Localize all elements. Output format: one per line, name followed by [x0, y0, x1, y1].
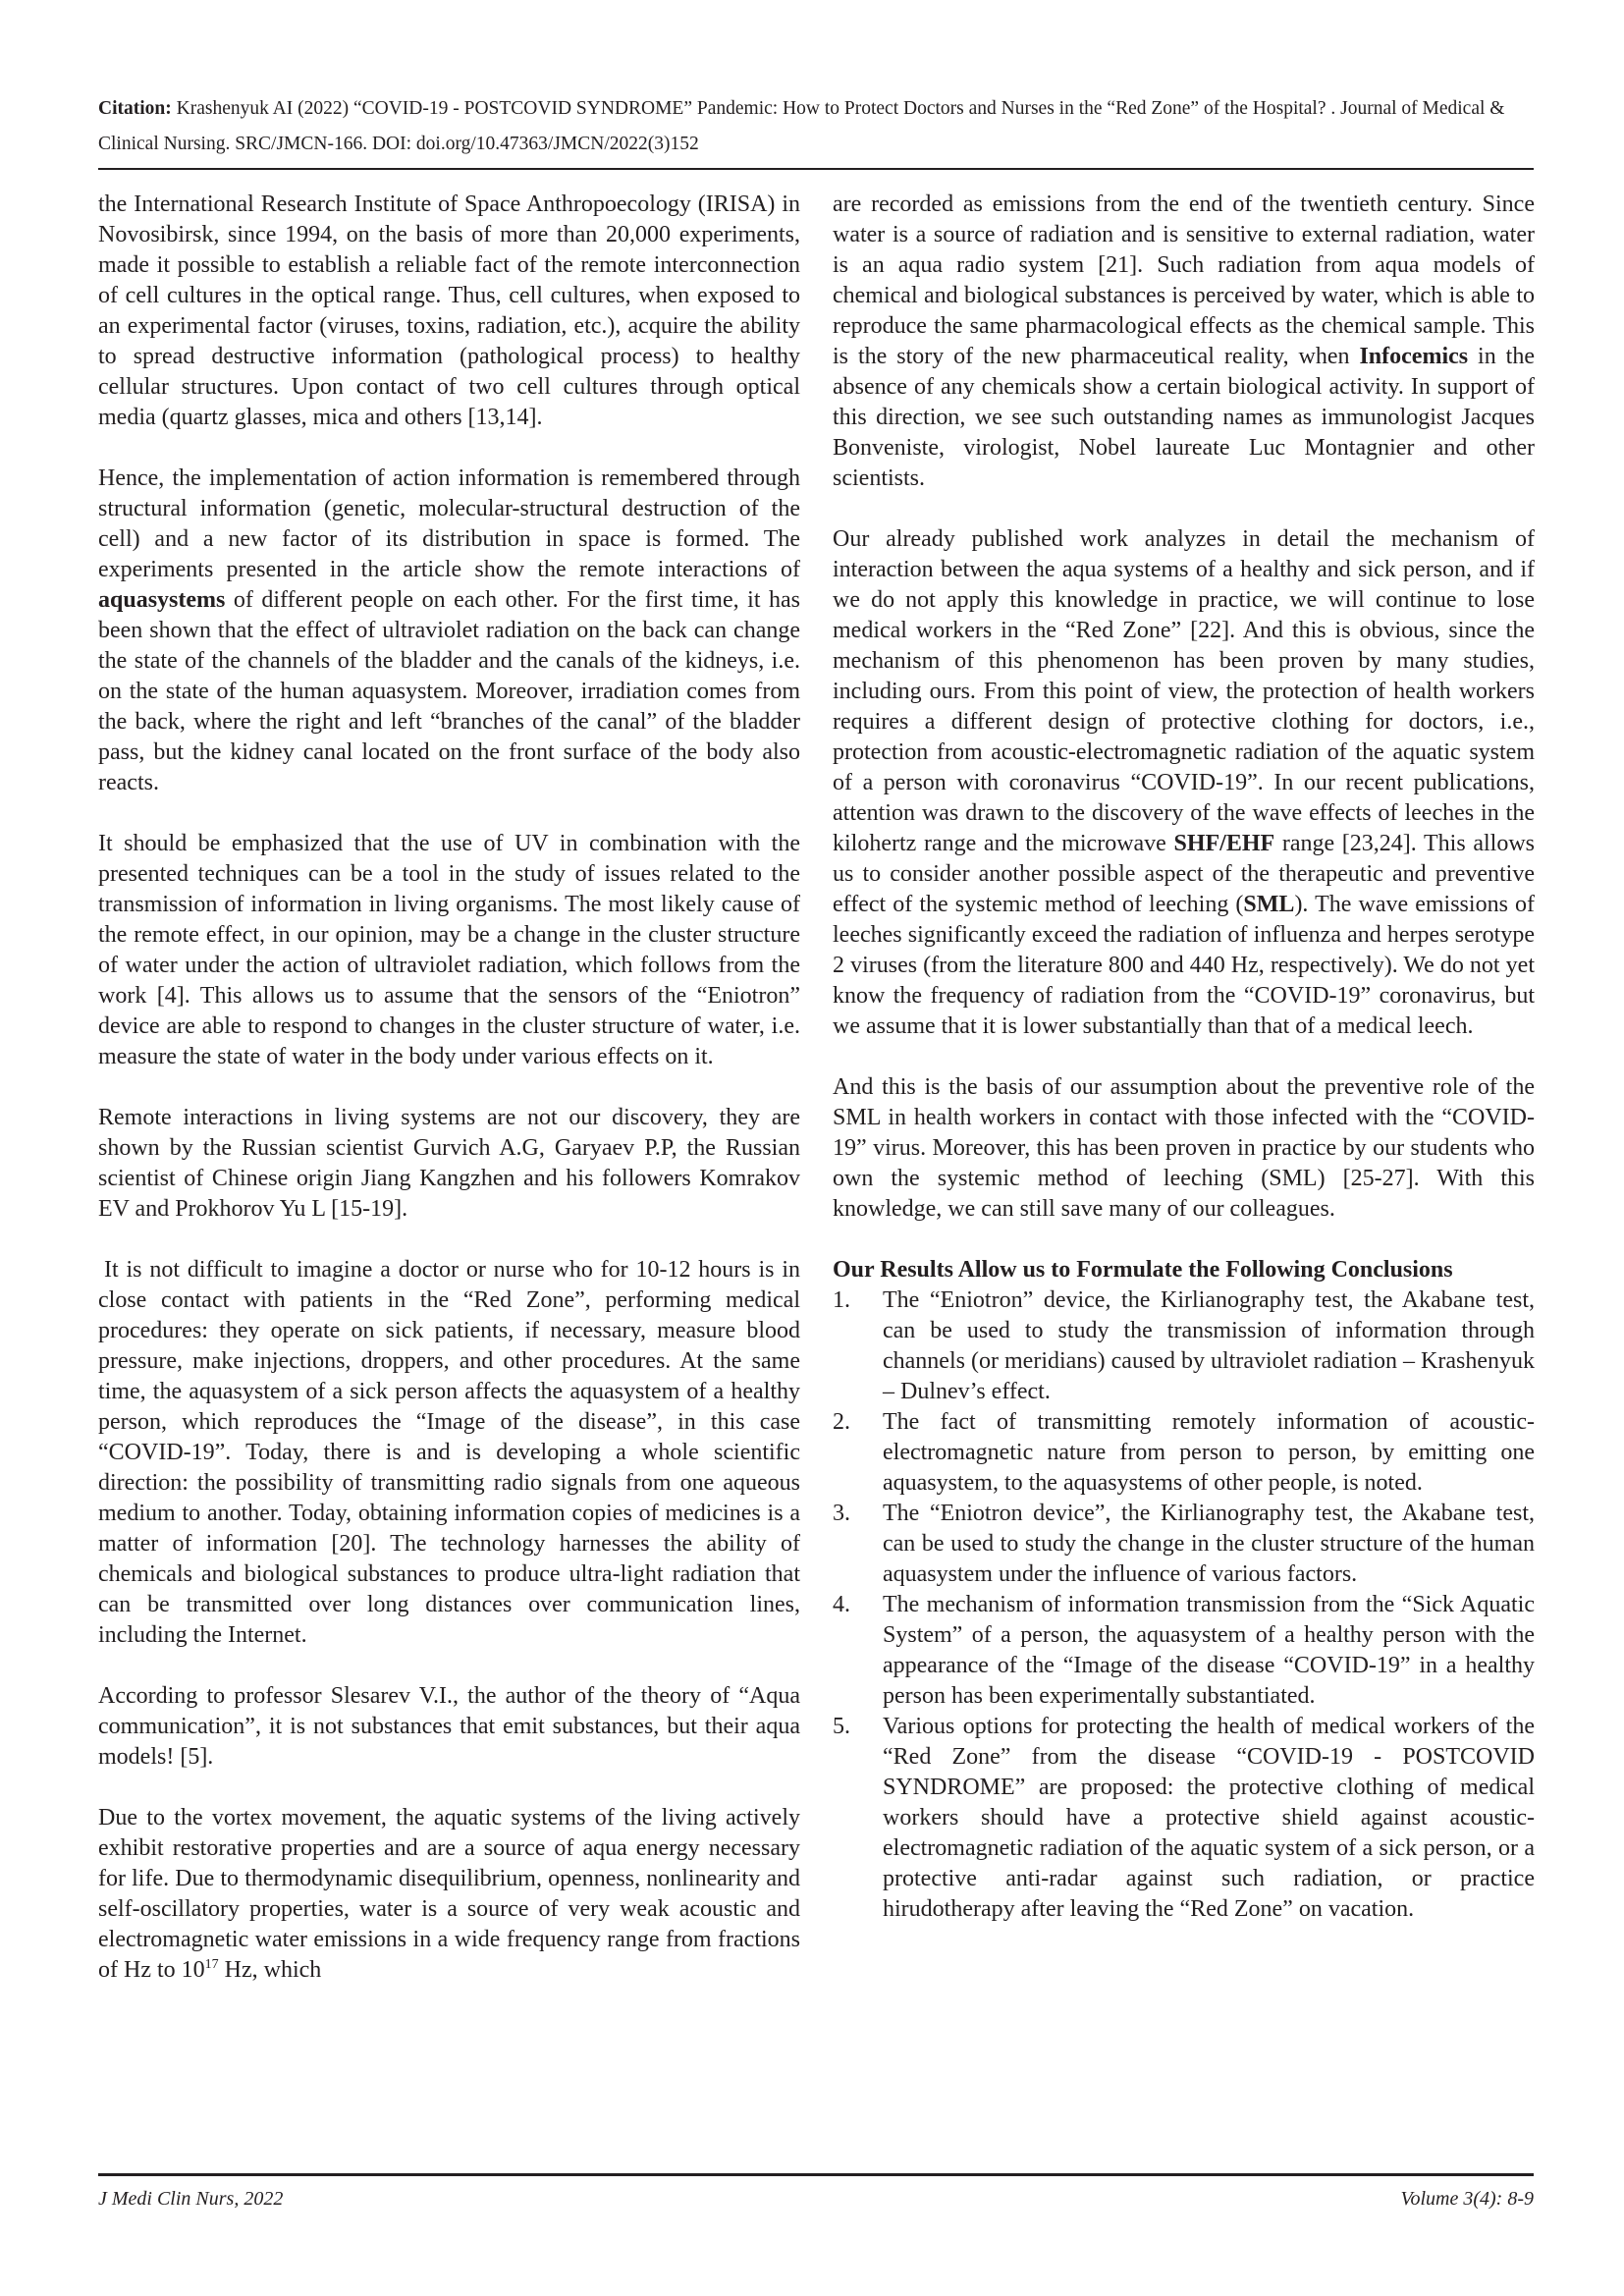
- citation-header: [98, 91, 1534, 162]
- paragraph: Our already published work analyzes in detail the mechanism of interaction between the aqua systems of a healthy and sick person, and if we do not apply this knowledge in practice, we will continue to lose medical workers in the “Red Zone” [22]. And this is obvious, since the mechanism of this phenomenon has been proven by many studies, including ours. From this point of view, the protection of health workers requires a different design of protective clothing for doctors, i.e., protection from acoustic-electromagnetic radiation of the aquatic system of a person with coronavirus “COVID-19”. In our recent publications, attention was drawn to the discovery of the wave effects of leeches in the kilohertz range and the microwave SHF/EHF range [23,24]. This allows us to consider another possible aspect of the therapeutic and preventive effect of the systemic method of leeching (SML). The wave emissions of leeches significantly exceed the radiation of influenza and herpes serotype 2 viruses (from the literature 800 and 440 Hz, respectively). We do not yet know the frequency of radiation from the “COVID-19” coronavirus, but we assume that it is lower substantially than that of a medical leech.: [833, 526, 1536, 1039]
- paragraph: Due to the vortex movement, the aquatic systems of the living actively exhibit restorative properties and are a source of aqua energy necessary for life. Due to thermodynamic disequilibrium, openness, nonlinearity and self-oscillatory properties, water is a source of very weak acoustic and electromagnetic water emissions in a wide frequency range from fractions of Hz to $10^{17}$ Hz, which: [98, 1805, 800, 1983]
- paragraph: Hence, the implementation of action information is remembered through structural information (genetic, molecular-structural destruction of the cell) and a new factor of its distribution in space is formed. The experiments presented in the article show the remote interactions of aquasystems of different people on each other. For the first time, it has been shown that the effect of ultraviolet radiation on the back can change the state of the channels of the bladder and the canals of the kidneys, i.e. on the state of the human aquasystem. Moreover, irradiation comes from the back, where the right and left “branches of the canal” of the bladder pass, but the kidney canal located on the front surface of the body also reacts.: [98, 465, 800, 795]
- bold-term: aquasystems: [98, 587, 226, 613]
- paragraph: According to professor Slesarev V.I., the author of the theory of “Aqua communication”, it is not substances that emit substances, but their aqua models! [5].: [98, 1683, 800, 1770]
- bold-term: Infocemics: [1359, 344, 1469, 369]
- section-heading: Our Results Allow us to Formulate the Following Conclusions: [833, 1257, 1453, 1283]
- citation-text: Krashenyuk AI (2022) “COVID-19 - POSTCOVID SYNDROME” Pandemic: How to Protect Doctors and Nurses in the “Red Zone” of the Hospital? . Journal of Medical & Clinical Nursing. SRC/JMCN-166. DOI: doi.org/10.47363/JMCN/2022(3)152: [98, 98, 1505, 154]
- right-column: [833, 190, 1535, 1925]
- list-number: 4.: [833, 1592, 850, 1617]
- list-number: 2.: [833, 1409, 850, 1435]
- list-item: [833, 1712, 1535, 1925]
- footer-volume: Volume 3(4): 8-9: [1400, 2188, 1534, 2210]
- list-item: [833, 1285, 1535, 1407]
- paragraph: the International Research Institute of Space Anthropoecology (IRISA) in Novosibirsk, since 1994, on the basis of more than 20,000 experiments, made it possible to establish a reliable fact of the remote interconnection of cell cultures in the optical range. Thus, cell cultures, when exposed to an experimental factor (viruses, toxins, radiation, etc.), acquire the ability to spread destructive information (pathological process) to healthy cellular structures. Upon contact of two cell cultures through optical media (quartz glasses, mica and others [13,14].: [98, 191, 800, 430]
- paragraph: It should be emphasized that the use of UV in combination with the presented techniques can be a tool in the study of issues related to the transmission of information in living organisms. The most likely cause of the remote effect, in our opinion, may be a change in the cluster structure of water under the action of ultraviolet radiation, which follows from the work [4]. This allows us to assume that the sensors of the “Eniotron” device are able to respond to changes in the cluster structure of water, i.e. measure the state of water in the body under various effects on it.: [98, 831, 800, 1069]
- list-number: 5.: [833, 1714, 850, 1739]
- list-item-text: The fact of transmitting remotely information of acoustic-electromagnetic nature from person to person, by emitting one aquasystem, to the aquasystems of other people, is noted.: [883, 1409, 1535, 1496]
- list-item: [833, 1499, 1535, 1590]
- list-item: [833, 1590, 1535, 1712]
- paragraph: It is not difficult to imagine a doctor or nurse who for 10-12 hours is in close contact with patients in the “Red Zone”, performing medical procedures: they operate on sick patients, if necessary, measure blood pressure, make injections, droppers, and other procedures. At the same time, the aquasystem of a sick person affects the aquasystem of a healthy person, which reproduces the “Image of the disease”, in this case “COVID-19”. Today, there is and is developing a whole scientific direction: the possibility of transmitting radio signals from one aqueous medium to another. Today, obtaining information copies of medicines is a matter of information [20]. The technology harnesses the ability of chemicals and biological substances to produce ultra-light radiation that can be transmitted over long distances over communication lines, including the Internet.: [98, 1257, 800, 1648]
- list-item-text: Various options for protecting the health of medical workers of the “Red Zone” from the disease “COVID-19 - POSTCOVID SYNDROME” are proposed: the protective clothing of medical workers should have a protective shield against acoustic-electromagnetic radiation of the aquatic system of a sick person, or a protective anti-radar against such radiation, or practice hirudotherapy after leaving the “Red Zone” on vacation.: [883, 1714, 1535, 1922]
- footer-divider: [98, 2173, 1534, 2176]
- paragraph: Remote interactions in living systems are not our discovery, they are shown by the Russian scientist Gurvich A.G, Garyaev P.P, the Russian scientist of Chinese origin Jiang Kangzhen and his followers Komrakov EV and Prokhorov Yu L [15-19].: [98, 1105, 800, 1222]
- superscript: 17: [204, 1957, 219, 1972]
- list-item-text: The “Eniotron device”, the Kirlianography test, the Akabane test, can be used to study the change in the cluster structure of the human aquasystem under the influence of various factors.: [883, 1501, 1535, 1587]
- footer-journal: J Medi Clin Nurs, 2022: [98, 2188, 284, 2210]
- list-item-text: The “Eniotron” device, the Kirlianography test, the Akabane test, can be used to study the transmission of information through channels (or meridians) caused by ultraviolet radiation – Krashenyuk – Dulnev’s effect.: [883, 1287, 1535, 1404]
- paragraph: And this is the basis of our assumption about the preventive role of the SML in health workers in contact with those infected with the “COVID-19” virus. Moreover, this has been proven in practice by our students who own the systemic method of leeching (SML) [25-27]. With this knowledge, we can still save many of our colleagues.: [833, 1074, 1535, 1222]
- paragraph: are recorded as emissions from the end of the twentieth century. Since water is a source of radiation and is sensitive to external radiation, water is an aqua radio system [21]. Such radiation from aqua models of chemical and biological substances is perceived by water, which is able to reproduce the same pharmacological effects as the chemical sample. This is the story of the new pharmaceutical reality, when Infocemics in the absence of any chemicals show a certain biological activity. In support of this direction, we see such outstanding names as immunologist Jacques Bonveniste, virologist, Nobel laureate Luc Montagnier and other scientists.: [833, 191, 1535, 491]
- list-number: 1.: [833, 1287, 850, 1313]
- bold-term: SHF/EHF: [1173, 831, 1275, 856]
- bold-term: SML: [1243, 892, 1295, 917]
- left-column: [98, 190, 800, 2016]
- list-number: 3.: [833, 1501, 850, 1526]
- list-item-text: The mechanism of information transmission from the “Sick Aquatic System” of a person, the aquasystem of a healthy person with the appearance of the “Image of the disease “COVID-19” in a healthy person has been experimentally substantiated.: [883, 1592, 1535, 1709]
- conclusions-list: [833, 1285, 1535, 1925]
- citation-label: Citation:: [98, 98, 172, 119]
- list-item: [833, 1407, 1535, 1499]
- header-divider: [98, 168, 1534, 170]
